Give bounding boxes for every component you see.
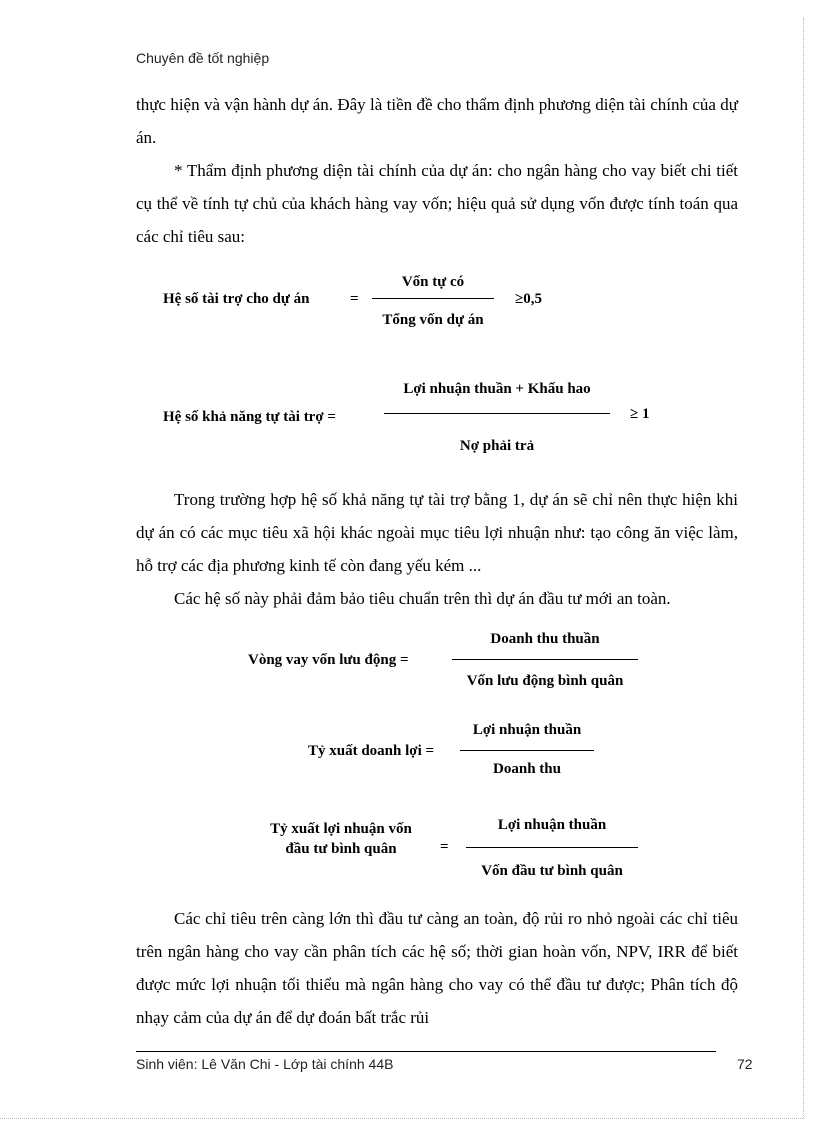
paragraph-1: thực hiện và vận hành dự án. Đây là tiền đề cho thẩm định phương diện tài chính của dự án. [136,95,738,147]
formula-3-label: Vòng vay vốn lưu động = [248,652,409,668]
paragraph-4: Các hệ số này phải đảm bảo tiêu chuẩn trên thì dự án đầu tư mới an toàn. [174,589,671,608]
formula-3-fraction-bar [452,659,638,660]
formula-2-label: Hệ số khả năng tự tài trợ = [163,409,336,425]
formula-1-numerator: Vốn tự có [401,274,465,290]
formula-5-label-line-1: Tỷ xuất lợi nhuận vốn [270,821,412,837]
page-number: 72 [737,1056,753,1072]
paragraph-2: * Thẩm định phương diện tài chính của dự án: cho ngân hàng cho vay biết chi tiết cụ thể về tính tự chủ của khách hàng vay vốn; hiệu quả sử dụng vốn được tính toán qua các chỉ tiêu sau: [136,161,738,246]
page-header: Chuyên đề tốt nghiệp [136,50,270,66]
formula-1-equals: = [350,291,359,307]
formula-5-denominator: Vốn đầu tư bình quân [481,863,623,879]
paragraph-3: Trong trường hợp hệ số khả năng tự tài trợ bằng 1, dự án sẽ chỉ nên thực hiện khi dự án có các mục tiêu xã hội khác ngoài mục tiêu lợi nhuận như: tạo công ăn việc làm, hỗ trợ các địa phương kinh tế còn đang yếu kém ... [136,490,738,575]
formula-2-numerator: Lợi nhuận thuần + Khấu hao [403,381,591,397]
formula-2-condition: ≥ 1 [630,406,650,422]
formula-3-denominator: Vốn lưu động bình quân [466,673,624,689]
formula-1-condition: ≥0,5 [515,291,542,307]
paragraph-5: Các chỉ tiêu trên càng lớn thì đầu tư càng an toàn, độ rủi ro nhỏ ngoài các chỉ tiêu trên ngân hàng cho vay cần phân tích các hệ số; thời gian hoàn vốn, NPV, IRR để biết được mức lợi nhuận tối thiểu mà ngân hàng cho vay có thể đầu tư được; Phân tích độ nhạy cảm của dự án để dự đoán bất trắc rủi [136,909,738,1027]
formula-3-numerator: Doanh thu thuần [490,631,600,647]
formula-4-fraction-bar [460,750,594,751]
formula-2-fraction-bar [384,413,610,414]
formula-4-label: Tỷ xuất doanh lợi = [308,743,435,759]
formula-5-numerator: Lợi nhuận thuần [497,817,607,833]
formula-5-equals: = [440,839,449,855]
formula-5-fraction-bar [466,847,638,848]
formula-1-denominator: Tổng vốn dự án [382,312,484,328]
footer-author: Sinh viên: Lê Văn Chi - Lớp tài chính 44B [136,1056,394,1072]
formula-4-numerator: Lợi nhuận thuần [472,722,582,738]
formula-4-denominator: Doanh thu [493,761,561,777]
formula-1-fraction-bar [372,298,494,299]
formula-5-label-line-2: đầu tư bình quân [285,841,397,857]
formula-1-label: Hệ số tài trợ cho dự án [163,291,310,307]
page-border-right [803,18,804,1118]
footer-rule [136,1051,716,1052]
formula-2-denominator: Nợ phải trả [459,438,535,454]
page-border-bottom [0,1118,803,1119]
